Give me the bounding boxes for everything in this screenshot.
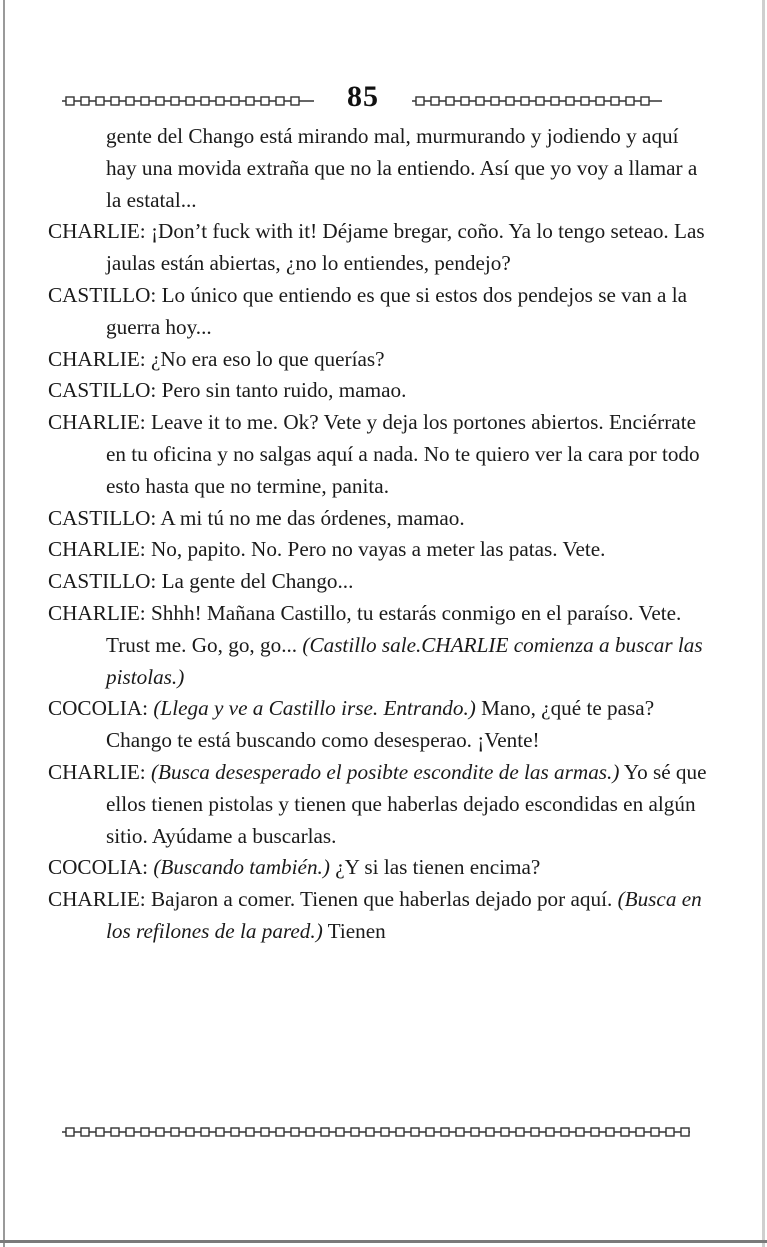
- ornament-square: [201, 97, 209, 105]
- ornament-square: [216, 97, 224, 105]
- ornament-square: [351, 1128, 359, 1136]
- dialogue-text: Yo sé que ellos tienen pistolas y tienen que haberlas dejado escondidas en algún sitio. Ayúdame a buscarlas.: [106, 759, 707, 848]
- ornament-square: [126, 97, 134, 105]
- speaker-name: CASTILLO:: [48, 505, 157, 530]
- stage-direction: (Castillo sale.CHARLIE comienza a buscar las pistolas.): [106, 632, 703, 689]
- dialogue-text: ¿Y si las tienen encima?: [329, 855, 541, 880]
- ornament-square: [531, 1128, 539, 1136]
- dialogue-line: [48, 407, 708, 502]
- ornament-square: [431, 97, 439, 105]
- ornament-square: [476, 97, 484, 105]
- continuation-paragraph: gente del Chango está mirando mal, murmurando y jodiendo y aquí hay una movida extraña que no la entiendo. Así que yo voy a llamar a la estatal...: [106, 124, 698, 212]
- ornament-square: [246, 1128, 254, 1136]
- ornament-square: [596, 97, 604, 105]
- ornament-square: [681, 1128, 689, 1136]
- dialogue-line: [48, 375, 708, 407]
- ornament-square: [546, 1128, 554, 1136]
- ornament-square: [231, 97, 239, 105]
- ornament-square: [171, 1128, 179, 1136]
- dialogue-line: [48, 884, 708, 948]
- dialogue-line: [48, 216, 708, 280]
- speaker-name: CASTILLO:: [48, 378, 157, 403]
- ornament-square: [81, 97, 89, 105]
- ornament-square: [416, 97, 424, 105]
- ornament-square: [81, 1128, 89, 1136]
- dialogue-line: [48, 598, 708, 693]
- ornament-square: [486, 1128, 494, 1136]
- ornament-square: [186, 97, 194, 105]
- dialogue-line: [48, 344, 708, 376]
- ornament-square: [396, 1128, 404, 1136]
- ornament-square: [111, 1128, 119, 1136]
- ornament-square: [506, 97, 514, 105]
- dialogue-line: [48, 280, 708, 344]
- dialogue-text: La gente del Chango...: [156, 569, 354, 594]
- ornament-square: [566, 97, 574, 105]
- ornament-square: [156, 97, 164, 105]
- ornament-square: [201, 1128, 209, 1136]
- ornament-square: [291, 1128, 299, 1136]
- dialogue-text: Mano, ¿qué te pasa? Chango te está buscando como desesperao. ¡Vente!: [106, 696, 655, 753]
- speaker-name: CHARLIE:: [48, 759, 146, 784]
- ornament-square: [471, 1128, 479, 1136]
- dialogue-text: ¿No era eso lo que querías?: [145, 346, 385, 371]
- page-bottom-edge: [0, 1240, 767, 1243]
- speaker-name: CHARLIE:: [48, 410, 146, 435]
- speaker-name: CHARLIE:: [48, 219, 146, 244]
- dialogue-text: ¡Don’t fuck with it! Déjame bregar, coño. Ya lo tengo seteao. Las jaulas están abiertas, ¿no lo entiendes, pendejo?: [106, 219, 705, 276]
- ornament-square: [66, 1128, 74, 1136]
- ornament-square: [491, 97, 499, 105]
- page-number: 85: [347, 80, 379, 113]
- ornament-square: [111, 97, 119, 105]
- ornament-square: [366, 1128, 374, 1136]
- ornament-square: [321, 1128, 329, 1136]
- ornament-square: [441, 1128, 449, 1136]
- footer-ornament: [62, 1126, 690, 1138]
- ornament-square: [611, 97, 619, 105]
- ornament-square: [581, 97, 589, 105]
- ornament-square: [276, 1128, 284, 1136]
- dialogue-line: [48, 852, 708, 884]
- ornament-square: [261, 1128, 269, 1136]
- speaker-name: COCOLIA:: [48, 855, 149, 880]
- dialogue-line: [48, 757, 708, 852]
- stage-direction: (Llega y ve a Castillo irse. Entrando.): [153, 696, 476, 721]
- speaker-name: CHARLIE:: [48, 600, 146, 625]
- ornament-square: [96, 1128, 104, 1136]
- ornament-square: [626, 97, 634, 105]
- ornament-square: [456, 1128, 464, 1136]
- ornament-square: [261, 97, 269, 105]
- ornament-square: [621, 1128, 629, 1136]
- speaker-name: CHARLIE:: [48, 346, 146, 371]
- dialogue-text: Bajaron a comer. Tienen que haberlas dejado por aquí.: [145, 887, 618, 912]
- ornament-square: [141, 97, 149, 105]
- ornament-square: [521, 97, 529, 105]
- ornament-square: [641, 97, 649, 105]
- speaker-name: CASTILLO:: [48, 569, 157, 594]
- stage-direction: (Busca en los refilones de la pared.): [106, 887, 702, 943]
- dialogue-text: Leave it to me. Ok? Vete y deja los portones abiertos. Enciérrate en tu oficina y no salgas aquí a nada. No te quiero ver la cara por todo esto hasta que no termine, panita.: [106, 410, 700, 498]
- dialogue-text: Lo único que entiendo es que si estos dos pendejos se van a la guerra hoy...: [106, 282, 688, 339]
- ornament-square: [536, 97, 544, 105]
- speaker-name: COCOLIA:: [48, 696, 149, 721]
- dialogue-text: Shhh! Mañana Castillo, tu estarás conmigo en el paraíso. Vete. Trust me. Go, go, go...: [106, 600, 682, 657]
- dialogue-line: [48, 566, 708, 598]
- script-text: [48, 121, 708, 948]
- stage-direction: (Busca desesperado el posibte escondite de las armas.): [151, 759, 620, 784]
- dialogue-line: [48, 534, 708, 566]
- speaker-name: CASTILLO:: [48, 282, 157, 307]
- ornament-square: [306, 1128, 314, 1136]
- ornament-square: [276, 97, 284, 105]
- dialogue-line: [48, 503, 708, 535]
- stage-direction: (Buscando también.): [153, 855, 330, 880]
- dialogue-text: No, papito. No. Pero no vayas a meter las patas. Vete.: [145, 537, 606, 562]
- ornament-square: [96, 97, 104, 105]
- ornament-square: [501, 1128, 509, 1136]
- ornament-square: [336, 1128, 344, 1136]
- ornament-square: [576, 1128, 584, 1136]
- ornament-square: [636, 1128, 644, 1136]
- dialogue-text: Tienen: [322, 918, 386, 943]
- ornament-square: [216, 1128, 224, 1136]
- ornament-square: [666, 1128, 674, 1136]
- ornament-square: [126, 1128, 134, 1136]
- header-ornament-left: [62, 95, 314, 107]
- speaker-name: CHARLIE:: [48, 537, 146, 562]
- ornament-square: [171, 97, 179, 105]
- ornament-square: [651, 1128, 659, 1136]
- ornament-square: [411, 1128, 419, 1136]
- ornament-square: [231, 1128, 239, 1136]
- dialogue-text: Pero sin tanto ruido, mamao.: [156, 378, 407, 403]
- ornament-square: [141, 1128, 149, 1136]
- ornament-square: [461, 97, 469, 105]
- ornament-square: [186, 1128, 194, 1136]
- ornament-square: [561, 1128, 569, 1136]
- ornament-square: [381, 1128, 389, 1136]
- dialogue-text: A mi tú no me das órdenes, mamao.: [156, 505, 465, 530]
- ornament-square: [66, 97, 74, 105]
- ornament-square: [591, 1128, 599, 1136]
- ornament-square: [291, 97, 299, 105]
- page-left-edge: [3, 0, 5, 1247]
- dialogue-line: [48, 693, 708, 757]
- ornament-square: [516, 1128, 524, 1136]
- speaker-name: CHARLIE:: [48, 887, 146, 912]
- ornament-square: [606, 1128, 614, 1136]
- ornament-square: [426, 1128, 434, 1136]
- ornament-square: [156, 1128, 164, 1136]
- page-right-edge: [762, 0, 765, 1247]
- ornament-square: [446, 97, 454, 105]
- header-ornament-right: [412, 95, 662, 107]
- ornament-square: [246, 97, 254, 105]
- ornament-square: [551, 97, 559, 105]
